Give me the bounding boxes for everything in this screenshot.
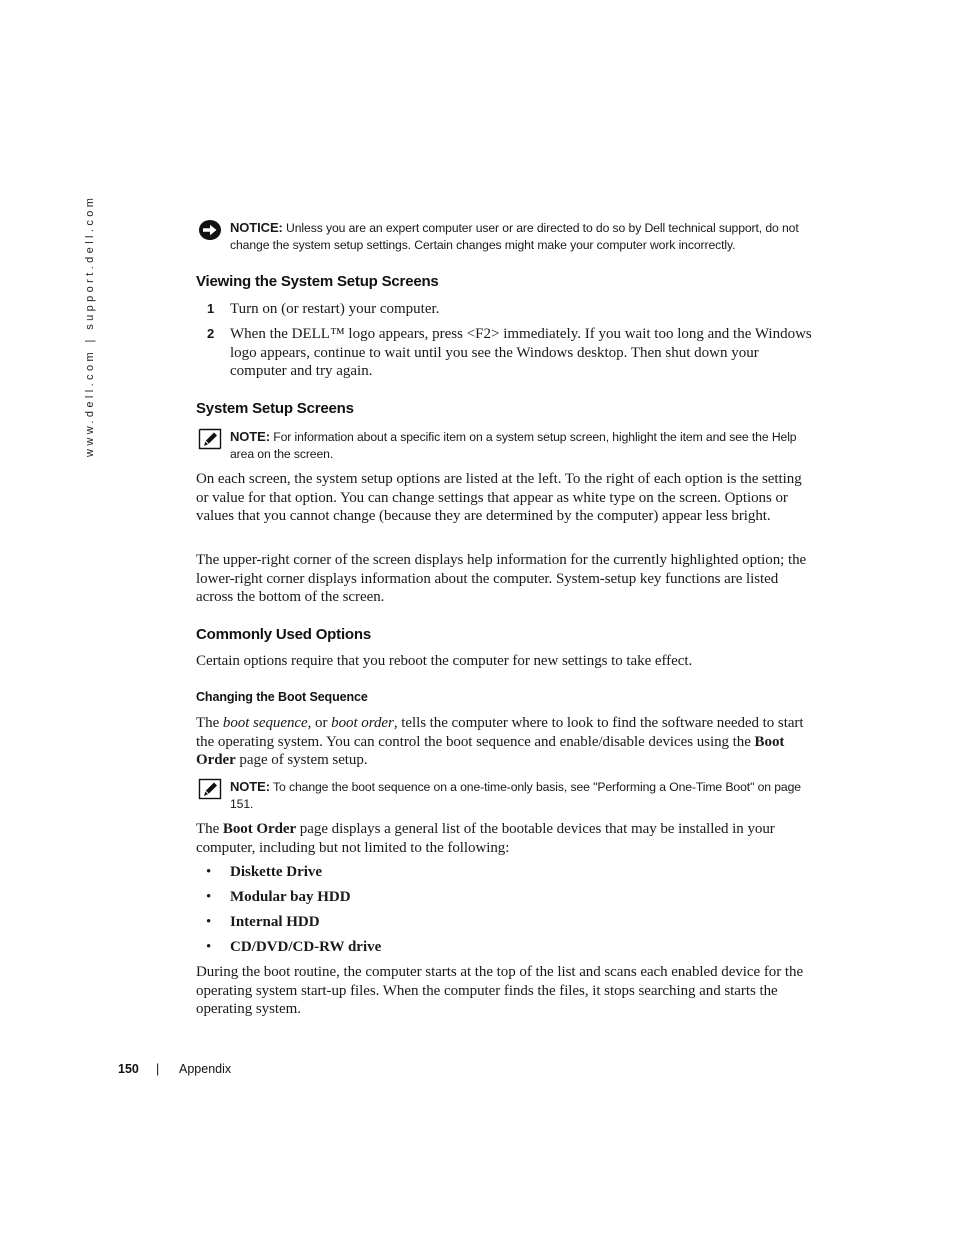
notice-arrow-icon [198,219,222,241]
note-label: NOTE: [230,429,270,444]
term-boot-order-page: Boot Order [196,733,785,769]
list-item [196,888,812,907]
note-box [196,778,812,813]
bullet-dot: • [206,889,212,905]
note-text: For information about a specific item on a system setup screen, highlight the item and see the Help area on the screen. [230,430,797,461]
pencil-note-icon [198,428,222,450]
list-item [196,938,812,957]
note-box [196,428,812,463]
step-text: When the DELL™ logo appears, press <F2> immediately. If you wait too long and the Windows logo appears, continue to wait until you see the Windows desktop. Then shut down your computer and try again. [230,326,812,380]
footer-section-name: Appendix [179,1062,232,1076]
bullet-dot: • [206,939,212,955]
list-item-text: Modular bay HDD [230,889,351,905]
paragraph: On each screen, the system setup options are listed at the left. To the right of each option is the setting or value for that option. You can change settings that appear as white type on the screen. Options or values that you cannot change (because they are determined by the computer) appear less bright. [196,471,802,525]
text-run: , tells the computer where to look to find the software needed to start the operating system. You can control the boot sequence and enable/disable devices using the [196,715,804,750]
step-number: 2 [207,326,215,341]
list-item [196,863,812,882]
step-number: 1 [207,301,215,316]
paragraph [196,820,812,857]
subheading-boot-sequence: Changing the Boot Sequence [196,690,368,704]
text-run: , or [307,715,332,731]
footer-separator: | [156,1062,160,1076]
paragraph: Certain options require that you reboot the computer for new settings to take effect. [196,653,693,669]
paragraph: The upper-right corner of the screen displays help information for the currently highlighted option; the lower-right corner displays information about the computer. System-setup key functions are listed across the bottom of the screen. [196,552,807,606]
notice-text: Unless you are an expert computer user or are directed to do so by Dell technical support, do not change the system setup settings. Certain changes might make your computer work incorrectly. [230,221,799,252]
notice-box [196,219,812,254]
step-item [196,325,812,381]
page-number: 150 [118,1062,139,1076]
note-text: To change the boot sequence on a one-time-only basis, see "Performing a One-Time Boot" on page 151. [230,780,801,811]
list-item-text: Internal HDD [230,914,320,930]
list-item-text: CD/DVD/CD-RW drive [230,939,382,955]
note-label: NOTE: [230,779,270,794]
section-heading-system-setup: System Setup Screens [196,400,354,417]
text-run: The [196,821,223,837]
paragraph: During the boot routine, the computer starts at the top of the list and scans each enabled device for the operating system start-up files. When the computer finds the files, it stops searching and starts the operating system. [196,964,804,1018]
text-run: page displays a general list of the bootable devices that may be installed in your computer, including but not limited to the following: [196,821,775,856]
notice-label: NOTICE: [230,220,283,235]
list-item-text: Diskette Drive [230,864,323,880]
step-item [196,300,812,319]
text-run: The [196,715,223,731]
paragraph [196,714,812,770]
text-run: page of system setup. [235,752,368,769]
list-item [196,913,812,932]
bullet-dot: • [206,914,212,930]
step-text: Turn on (or restart) your computer. [230,301,440,317]
section-heading-common-options: Commonly Used Options [196,626,371,643]
term-boot-order-page: Boot Order [222,821,297,837]
sidebar-url: www.dell.com | support.dell.com [84,194,96,457]
term-boot-sequence: boot sequence [222,715,308,731]
section-heading-viewing: Viewing the System Setup Screens [196,273,439,290]
pencil-note-icon [198,778,222,800]
term-boot-order: boot order [331,715,394,731]
bullet-dot: • [206,864,212,880]
